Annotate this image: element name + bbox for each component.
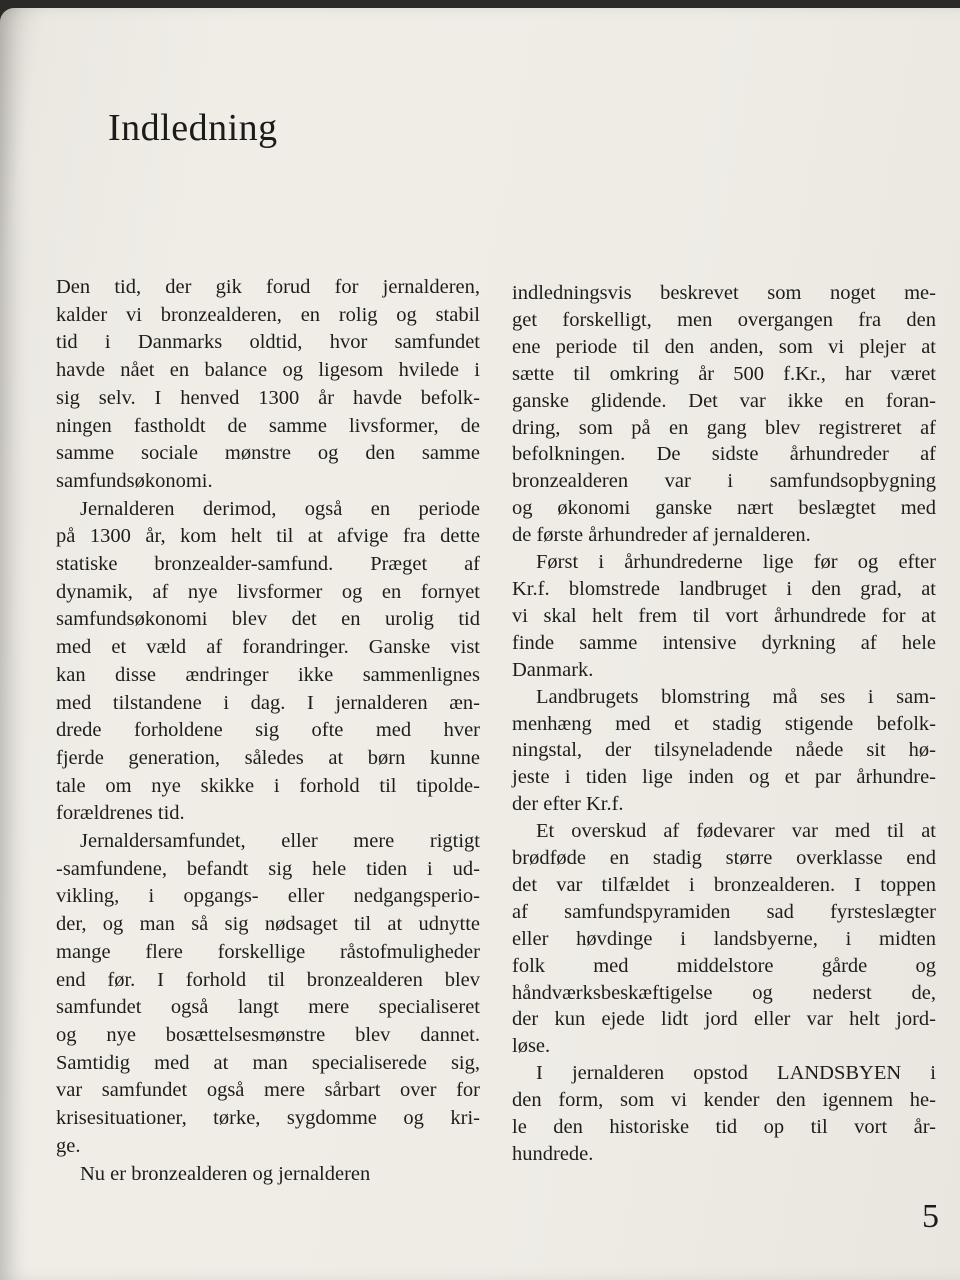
text-line: -samfundene, befandt sig hele tiden i ud- <box>56 857 480 880</box>
text-line: ningen fastholdt de samme livsformer, de <box>56 414 480 437</box>
text-line: samfundet også langt mere specialiseret <box>56 996 480 1019</box>
text-line: Et overskud af fødevarer var med til at <box>536 820 936 843</box>
text-line: kan disse ændringer ikke sammenlignes <box>56 663 480 686</box>
text-line: med et væld af forandringer. Ganske vist <box>56 636 480 659</box>
text-line: samfundsøkonomi blev det en urolig tid <box>56 608 480 631</box>
text-line: Først i århundrederne lige før og efter <box>536 551 936 574</box>
text-line: vi skal helt frem til vort århundrede for at <box>512 604 936 627</box>
text-line: befolkningen. De sidste århundreder af <box>512 443 936 466</box>
text-line: statiske bronzealder-samfund. Præget af <box>56 553 480 576</box>
book-page <box>0 8 960 1280</box>
text-line: Landbrugets blomstring må ses i sam- <box>536 685 936 708</box>
text-line: get forskelligt, men overgangen fra den <box>512 308 936 331</box>
text-line: finde samme intensive dyrkning af hele <box>512 631 936 654</box>
text-line: sætte til omkring år 500 f.Kr., har været <box>512 362 936 385</box>
text-line: kalder vi bronzealderen, en rolig og stabil <box>56 303 480 326</box>
text-line: jeste i tiden lige inden og et par århundre- <box>512 766 936 789</box>
text-line: dring, som på en gang blev registreret af <box>512 416 936 439</box>
text-line: sig selv. I henved 1300 år havde befolk- <box>56 386 480 409</box>
text-line: krisesituationer, tørke, sygdomme og kri- <box>56 1107 480 1130</box>
page-title: Indledning <box>108 107 278 149</box>
text-line: indledningsvis beskrevet som noget me- <box>512 282 936 304</box>
text-line: le den historiske tid op til vort år- <box>512 1116 936 1139</box>
paragraph <box>56 1161 480 1189</box>
paragraph <box>512 280 936 549</box>
text-line: ningstal, der tilsyneladende nåede sit hø- <box>512 739 936 762</box>
text-line: der efter Kr.f. <box>512 793 624 816</box>
text-line: dynamik, af nye livsformer og en fornyet <box>56 580 480 603</box>
paragraph <box>512 684 936 819</box>
text-line: hundrede. <box>512 1143 594 1165</box>
text-line: fjerde generation, således at børn kunne <box>56 746 480 769</box>
page-number: 5 <box>922 1198 939 1235</box>
text-line: der, og man så sig nødsaget til at udnytte <box>56 913 480 936</box>
text-line: ge. <box>56 1134 81 1157</box>
left-column <box>56 274 480 1188</box>
text-line: mange flere forskellige råstofmuligheder <box>56 940 480 963</box>
text-line: havde nået en balance og ligesom hvilede i <box>56 359 480 382</box>
text-line: de første århundreder af jernalderen. <box>512 524 811 547</box>
text-line: der kun ejede lidt jord eller var helt jord- <box>512 1008 936 1031</box>
text-line: håndværksbeskæftigelse og nederst de, <box>512 981 936 1004</box>
text-line: eller høvdinge i landsbyerne, i midten <box>512 927 936 950</box>
text-line: Kr.f. blomstrede landbruget i den grad, at <box>512 577 936 600</box>
text-line: samfundsøkonomi. <box>56 469 213 492</box>
text-line: bronzealderen var i samfundsopbygning <box>512 470 936 493</box>
paragraph <box>512 818 936 1060</box>
paragraph <box>56 274 480 496</box>
text-line: Danmark. <box>512 658 594 681</box>
text-line: vikling, i opgangs- eller nedgangsperio- <box>56 885 480 908</box>
text-line: med tilstandene i dag. I jernalderen æn- <box>56 691 480 714</box>
text-line: og nye bosættelsesmønstre blev dannet. <box>56 1023 480 1046</box>
text-line: Den tid, der gik forud for jernalderen, <box>56 276 480 298</box>
text-line: var samfundet også mere sårbart over for <box>56 1079 480 1102</box>
text-line: I jernalderen opstod LANDSBYEN i <box>536 1062 936 1085</box>
text-line: brødføde en stadig større overklasse end <box>512 847 936 870</box>
text-line: ganske glidende. Det var ikke en foran- <box>512 389 936 412</box>
paragraph <box>512 549 936 684</box>
text-line: den form, som vi kender den igennem he- <box>512 1089 936 1112</box>
text-line: og økonomi ganske nært beslægtet med <box>512 497 936 520</box>
text-line: tid i Danmarks oldtid, hvor samfundet <box>56 331 480 354</box>
paragraph <box>56 828 480 1160</box>
text-line: tale om nye skikke i forhold til tipolde- <box>56 774 480 797</box>
text-line: drede forholdene sig ofte med hver <box>56 719 480 742</box>
text-line: folk med middelstore gårde og <box>512 954 936 977</box>
paragraph <box>512 1060 936 1168</box>
text-line: det var tilfældet i bronzealderen. I toppen <box>512 873 936 896</box>
text-line: løse. <box>512 1035 551 1058</box>
paragraph <box>56 496 480 828</box>
text-line: på 1300 år, kom helt til at afvige fra dette <box>56 525 480 548</box>
text-line: Jernaldersamfundet, eller mere rigtigt <box>80 830 480 853</box>
text-line: Nu er bronzealderen og jernalderen <box>80 1162 371 1185</box>
text-line: menhæng med et stadig stigende befolk- <box>512 712 936 735</box>
text-line: forældrenes tid. <box>56 802 185 825</box>
text-line: ene periode til den anden, som vi plejer at <box>512 335 936 358</box>
text-line: af samfundspyramiden sad fyrsteslægter <box>512 900 936 923</box>
right-column <box>512 280 936 1168</box>
text-line: Jernalderen derimod, også en periode <box>80 497 480 520</box>
text-line: samme sociale mønstre og den samme <box>56 442 480 465</box>
text-line: end før. I forhold til bronzealderen blev <box>56 968 480 991</box>
text-line: Samtidig med at man specialiserede sig, <box>56 1051 480 1074</box>
